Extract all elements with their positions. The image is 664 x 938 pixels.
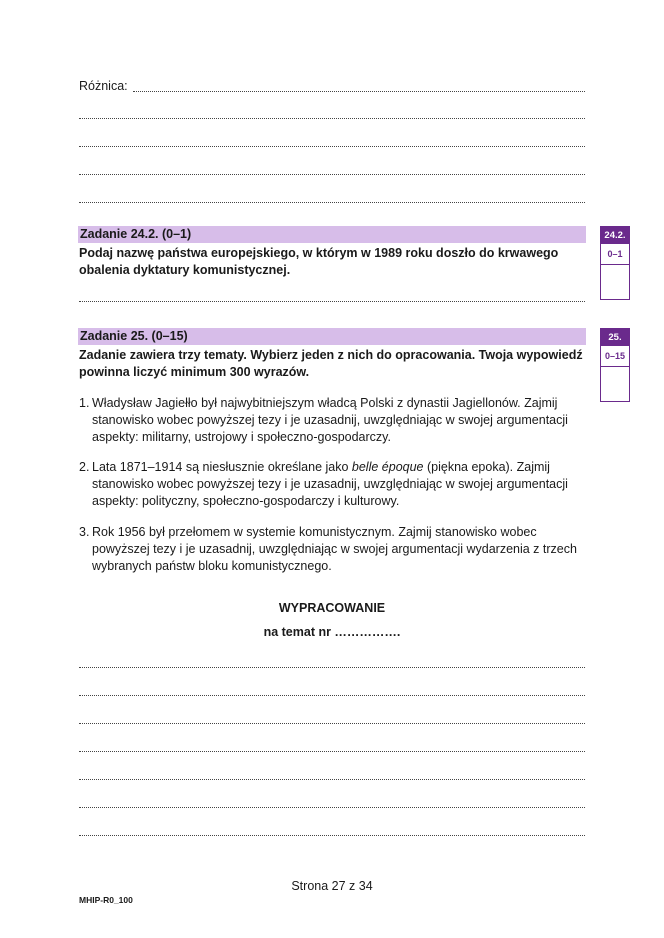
score-box-label: 25. [601, 329, 629, 346]
topic-text-part: Lata 1871–1914 są niesłusznie określane jako [92, 460, 352, 474]
topic-item [79, 524, 579, 575]
answer-line[interactable] [79, 116, 585, 119]
answer-line[interactable] [79, 172, 585, 175]
answer-line[interactable] [79, 693, 585, 696]
answer-line[interactable] [79, 777, 585, 780]
answer-line[interactable] [79, 299, 585, 302]
document-code: MHIP-R0_100 [79, 895, 133, 905]
score-box-label: 24.2. [601, 227, 629, 244]
topic-number: 3. [79, 525, 90, 539]
topic-number: 2. [79, 460, 90, 474]
task-25-header: Zadanie 25. (0–15) [78, 328, 586, 345]
task-25-instruction: Zadanie zawiera trzy tematy. Wybierz jeden z nich do opracowania. Twoja wypowiedź powinna liczyć minimum 300 wyrazów. [79, 348, 583, 379]
topic-item [79, 395, 579, 446]
answer-line[interactable] [79, 721, 585, 724]
answer-line[interactable] [79, 833, 585, 836]
answer-line[interactable] [79, 200, 585, 203]
answer-line[interactable] [79, 805, 585, 808]
score-box-24-2 [600, 226, 630, 300]
task-24-2-instruction: Podaj nazwę państwa europejskiego, w którym w 1989 roku doszło do krwawego obalenia dyktatury komunistycznej. [79, 246, 559, 277]
topic-item [79, 459, 579, 510]
task-24-2-header: Zadanie 24.2. (0–1) [78, 226, 586, 243]
essay-title: WYPRACOWANIE [278, 601, 386, 615]
answer-line[interactable] [133, 91, 585, 92]
topic-text: Władysław Jagiełło był najwybitniejszym władcą Polski z dynastii Jagiellonów. Zajmij stanowisko wobec powyższej tezy i je uzasadnij, uwzględniając w swojej argumentacji aspekty: militarny, ustrojowy i społeczno-gospodarczy. [92, 396, 568, 444]
topic-text: Rok 1956 był przełomem w systemie komunistycznym. Zajmij stanowisko wobec powyższej tezy i je uzasadnij, uwzględniając w swojej argumentacji wydarzenia z trzech wybranych państw bloku komunistycznego. [92, 525, 577, 573]
answer-line[interactable] [79, 749, 585, 752]
topic-text-part: (piękna epoka). Zajmij stanowisko wobec powyższej tezy i je uzasadnij, uwzględniając w swojej argumentacji aspekty: polityczny, społeczno-gospodarczy i kulturowy. [92, 460, 568, 508]
page-number: Strona 27 z 34 [291, 879, 373, 893]
answer-line[interactable] [79, 665, 585, 668]
essay-subtitle: na temat nr ……………. [263, 625, 401, 639]
score-box-points: 0–15 [601, 346, 629, 367]
score-box-points: 0–1 [601, 244, 629, 265]
score-box-25 [600, 328, 630, 402]
topic-number: 1. [79, 396, 90, 410]
answer-line[interactable] [79, 144, 585, 147]
topic-text-italic: belle époque [351, 460, 424, 474]
topic-text [79, 459, 579, 510]
roznica-label: Różnica: [79, 79, 128, 93]
